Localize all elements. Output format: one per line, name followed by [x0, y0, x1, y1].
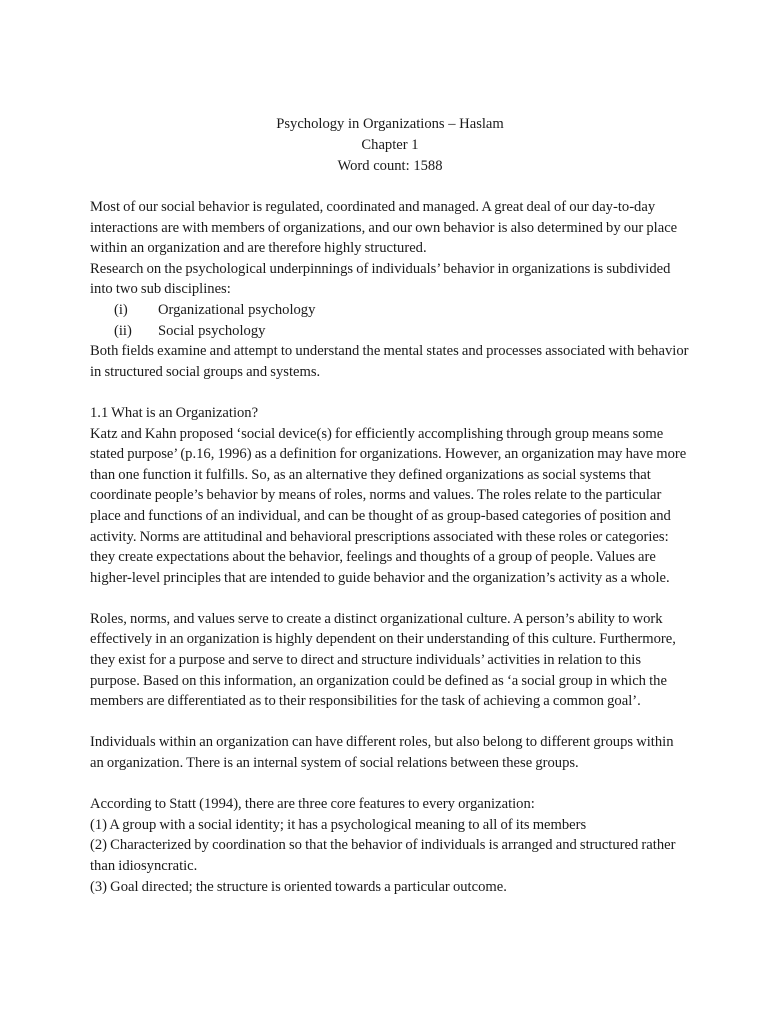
section-paragraph-2: Roles, norms, and values serve to create a distinct organizational culture. A person’s ability to work effectively in an organization is highly dependent on their understanding of this culture. Furthermore, they exist for a purpose and serve to direct and structure individuals’ activities in relation to this purpose. Based on this information, an organization could be defined as ‘a social group in which the members are differentiated as to their responsibilities for the task of achieving a common goal’.: [90, 610, 676, 710]
intro-paragraph-3: Both fields examine and attempt to understand the mental states and processes associated with behavior in structured social groups and systems.: [90, 343, 689, 380]
list-item-number: (i): [114, 301, 128, 318]
paragraph-spacer: [90, 774, 690, 795]
section-paragraph-1: Katz and Kahn proposed ‘social device(s) for efficiently accomplishing through group means some stated purpose’ (p.16, 1996) as a definition for organizations. However, an organization may have more than one function it fulfills. So, as an alternative they defined organizations as social systems that coordinate people’s behavior by means of roles, norms and values. The roles relate to the particular place and functions of an individual, and can be thought of as group-based categories of position and activity. Norms are attitudinal and behavioral prescriptions associated with these roles or categories: they create expectations about the behavior, feelings and thoughts of a group of people. Values are higher-level principles that are intended to guide behavior and the organization’s activity as a whole.: [90, 425, 687, 586]
chapter-label: Chapter 1: [361, 137, 419, 153]
feature-item: (1) A group with a social identity; it has a psychological meaning to all of its members: [90, 816, 587, 833]
list-item-text: Organizational psychology: [158, 301, 316, 318]
section-paragraph-4: According to Statt (1994), there are three core features to every organization:: [90, 796, 535, 813]
document-title: Psychology in Organizations – Haslam: [276, 116, 504, 132]
word-count: Word count: 1588: [337, 158, 443, 174]
document-page: [90, 114, 690, 897]
section-heading: 1.1 What is an Organization?: [90, 404, 259, 421]
list-item-number: (ii): [114, 322, 132, 339]
list-item: [90, 321, 690, 342]
intro-paragraph-1: Most of our social behavior is regulated, coordinated and managed. A great deal of our day-to-day interactions are with members of organizations, and our own behavior is also determined by our place within an organization and are therefore highly structured.: [90, 199, 678, 257]
feature-item: (3) Goal directed; the structure is oriented towards a particular outcome.: [90, 878, 507, 895]
list-item: [90, 300, 690, 321]
section-paragraph-3: Individuals within an organization can have different roles, but also belong to different groups within an organization. There is an internal system of social relations between these groups.: [90, 734, 674, 772]
paragraph-spacer: [90, 588, 690, 609]
feature-item: (2) Characterized by coordination so that the behavior of individuals is arranged and structured rather than idiosyncratic.: [90, 837, 676, 874]
paragraph-spacer: [90, 382, 690, 403]
intro-paragraph-2: Research on the psychological underpinnings of individuals’ behavior in organizations is subdivided into two sub disciplines:: [90, 260, 671, 298]
paragraph-spacer: [90, 712, 690, 733]
list-item-text: Social psychology: [158, 322, 266, 339]
document-header: [90, 114, 690, 177]
